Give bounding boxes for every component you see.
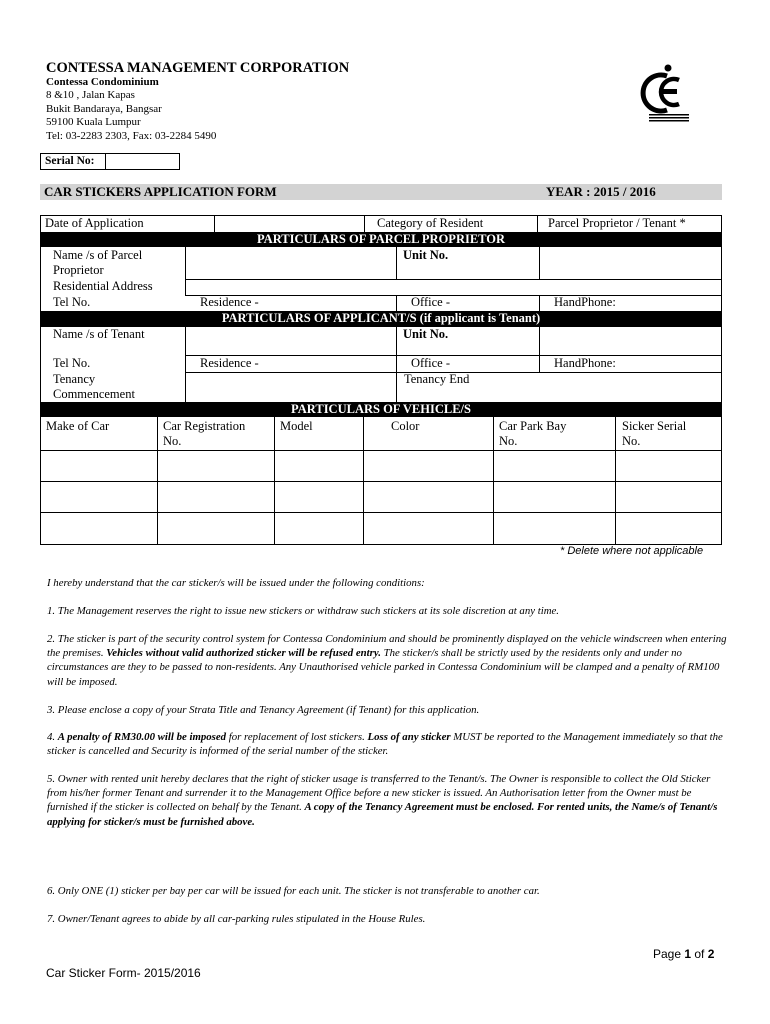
- proprietor-unit-no-label: Unit No.: [403, 248, 449, 262]
- proprietor-unit-no-input[interactable]: [540, 248, 721, 278]
- vehicle-row[interactable]: [41, 482, 721, 512]
- vehicle-header-bay: Car Park Bay: [499, 419, 567, 433]
- condition-7: 7. Owner/Tenant agrees to abide by all car-parking rules stipulated in the House Rules.: [47, 913, 426, 925]
- condition-4-text-2: for replacement of lost stickers.: [226, 731, 368, 743]
- category-of-resident-value[interactable]: Parcel Proprietor / Tenant *: [548, 216, 686, 230]
- condition-5: [47, 772, 727, 829]
- name-parcel-proprietor-input[interactable]: [186, 248, 396, 278]
- footer-text: Car Sticker Form- 2015/2016: [46, 966, 201, 980]
- proprietor-residence-label[interactable]: Residence -: [200, 295, 259, 309]
- tenant-tel-no-label: Tel No.: [53, 356, 91, 370]
- residential-address-input[interactable]: [186, 280, 721, 295]
- condition-2-bold: Vehicles without valid authorized sticker will be refused entry.: [106, 647, 381, 660]
- vehicle-header-registration-2: No.: [163, 434, 182, 448]
- name-parcel-proprietor-label-2: Proprietor: [53, 263, 104, 277]
- category-of-resident-label: Category of Resident: [377, 216, 484, 230]
- vehicle-header-serial-2: No.: [622, 434, 641, 448]
- form-title: CAR STICKERS APPLICATION FORM: [44, 184, 277, 199]
- page-prefix: Page: [653, 947, 685, 961]
- company-address: [46, 76, 216, 143]
- tenant-residence-label[interactable]: Residence -: [200, 356, 259, 370]
- tenancy-end-input[interactable]: [540, 373, 721, 401]
- vehicle-header-model: Model: [280, 419, 313, 433]
- section-vehicles: PARTICULARS OF VEHICLE/S: [40, 402, 722, 417]
- name-tenant-label: Name /s of Tenant: [53, 327, 145, 341]
- tenant-unit-no-input[interactable]: [540, 328, 721, 354]
- condition-2-text: 2. The sticker is part of the security control system for Contessa Condominium and should be prominently displayed on the vehicle windscreen when entering the premises.: [47, 633, 727, 660]
- tenant-office-label[interactable]: Office -: [411, 356, 450, 370]
- page-number: [653, 947, 714, 961]
- section-parcel-proprietor: PARTICULARS OF PARCEL PROPRIETOR: [40, 232, 722, 247]
- serial-no-label: Serial No:: [40, 153, 106, 170]
- condition-4-text-3: MUST be reported to the Management immediately so that the sticker is cancelled and Security is informed of the serial number of the sticker.: [47, 731, 723, 758]
- date-of-application-input[interactable]: [215, 216, 364, 231]
- proprietor-office-label[interactable]: Office -: [411, 295, 450, 309]
- contessa-cc-logo-icon: [637, 62, 699, 124]
- condition-3: 3. Please enclose a copy of your Strata Title and Tenancy Agreement (if Tenant) for this application.: [47, 704, 480, 716]
- page-of: of: [691, 947, 708, 961]
- condition-1: 1. The Management reserves the right to issue new stickers or withdraw such stickers at its sole discretion at any time.: [47, 605, 559, 617]
- property-name: Contessa Condominium: [46, 76, 159, 88]
- name-parcel-proprietor-label: Name /s of Parcel: [53, 248, 143, 262]
- address-line: 59100 Kuala Lumpur: [46, 116, 141, 129]
- date-of-application-label: Date of Application: [45, 216, 144, 230]
- condition-4: [47, 730, 727, 758]
- page-total: 2: [707, 947, 715, 961]
- vehicle-row[interactable]: [41, 513, 721, 544]
- condition-5-text: 5. Owner with rented unit hereby declares that the right of sticker usage is transferred to the Tenant/s. The Owner is responsible to collect the Old Sticker from his/her former Tenant and surrender it to the Management Office before a new sticker is issued. An Authorisation letter from the Owner must be furnished if the sticker is collected on behalf by the Tenant.: [47, 773, 711, 814]
- page-current: 1: [684, 947, 692, 961]
- vehicle-header-color: Color: [391, 419, 420, 433]
- form-year: YEAR : 2015 / 2016: [546, 184, 656, 199]
- address-line: 8 &10 , Jalan Kapas: [46, 89, 135, 102]
- vehicle-header-make: Make of Car: [46, 419, 110, 433]
- serial-no-input[interactable]: [106, 153, 180, 170]
- vehicle-header-serial: Sicker Serial: [622, 419, 687, 433]
- serial-no-field: [40, 153, 180, 170]
- conditions-intro: I hereby understand that the car sticker/s will be issued under the following conditions:: [47, 577, 425, 589]
- proprietor-handphone-label[interactable]: HandPhone:: [554, 295, 616, 309]
- tenant-unit-no-label: Unit No.: [403, 327, 449, 341]
- vehicle-row[interactable]: [41, 451, 721, 481]
- tenancy-commencement-label: Tenancy: [53, 372, 96, 386]
- vehicle-header-registration: Car Registration: [163, 419, 246, 433]
- condition-2-text-2: The sticker/s shall be strictly used by the residents only and under no circumstances are they to be passed to non-residents. Any Unauthorised vehicle parked in Contessa Condominium will be clamped and a penalty of RM100 will be imposed.: [47, 647, 720, 688]
- condition-4-bold: A penalty of RM30.00 will be imposed: [57, 731, 227, 743]
- vehicle-header-bay-2: No.: [499, 434, 518, 448]
- delete-note: * Delete where not applicable: [560, 545, 704, 557]
- name-tenant-input[interactable]: [186, 328, 396, 354]
- proprietor-tel-no-label: Tel No.: [53, 295, 91, 309]
- condition-6: 6. Only ONE (1) sticker per bay per car will be issued for each unit. The sticker is not transferable to another car.: [47, 885, 540, 897]
- tenancy-commencement-label-2: Commencement: [53, 387, 135, 401]
- residential-address-label: Residential Address: [53, 279, 153, 293]
- application-table: [40, 215, 722, 545]
- address-line: Bukit Bandaraya, Bangsar: [46, 102, 162, 115]
- tenant-handphone-label[interactable]: HandPhone:: [554, 356, 616, 370]
- section-applicant: PARTICULARS OF APPLICANT/S (if applicant is Tenant): [40, 311, 722, 327]
- condition-4-text: 4.: [47, 731, 58, 743]
- tenancy-end-label: Tenancy End: [404, 372, 470, 386]
- tenancy-commencement-input[interactable]: [186, 373, 396, 401]
- condition-2: [47, 632, 727, 689]
- condition-4-bold-2: Loss of any sticker: [367, 731, 451, 743]
- condition-5-bold: A copy of the Tenancy Agreement must be enclosed. For rented units, the Name/s of Tenant/s applying for sticker/s must be furnished above.: [47, 801, 718, 828]
- form-title-bar: [40, 184, 722, 200]
- address-line: Tel: 03-2283 2303, Fax: 03-2284 5490: [46, 129, 217, 142]
- company-name: CONTESSA MANAGEMENT CORPORATION: [46, 60, 350, 76]
